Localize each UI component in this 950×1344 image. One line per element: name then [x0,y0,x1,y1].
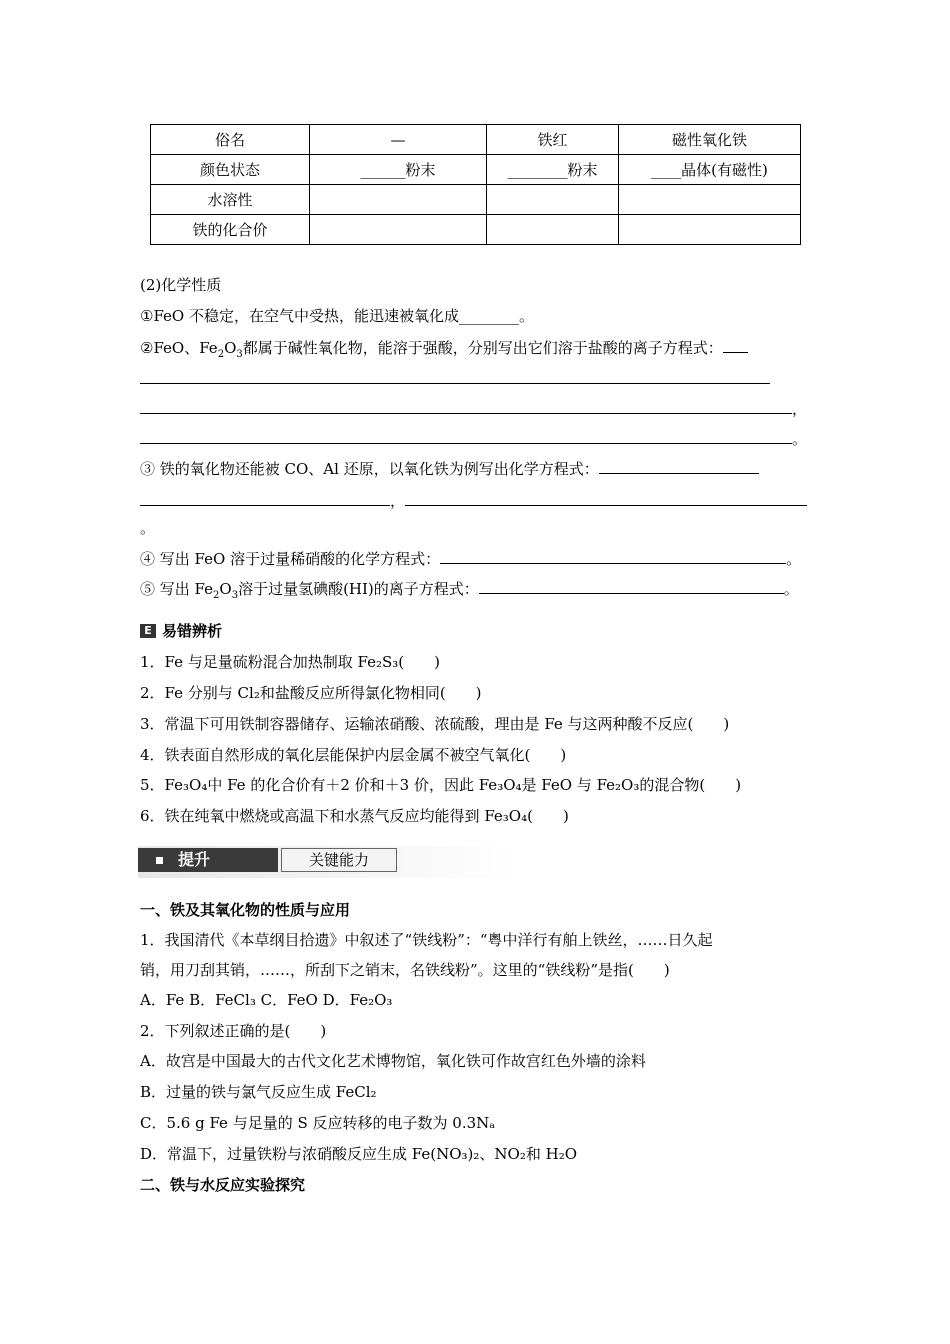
error-analysis-title: 易错辨析 [162,622,223,640]
table-row [151,125,801,155]
feo-cell: — [310,125,487,155]
period: 。 [783,580,799,598]
answer-line [140,428,807,449]
answer-blank[interactable] [440,548,786,564]
list-item: 1．Fe 与足量硫粉混合加热制取 Fe₂S₃( ) [140,653,441,671]
table-row [151,155,801,185]
option-b: B．过量的铁与氯气反应生成 FeCl₂ [140,1083,377,1101]
q5-sub2: 3 [231,590,239,601]
row-label: 俗名 [151,125,310,155]
option-c: C．5.6 g Fe 与足量的 S 反应转移的电子数为 0.3Nₐ [140,1114,496,1132]
banner-title [138,848,278,872]
feo-cell [310,215,487,245]
question-text: 销，用刀刮其销，……，所刮下之销末，名铁线粉”。这里的“铁线粉”是指( ) [140,961,670,979]
list-item: 5．Fe₃O₄中 Fe 的化合价有＋2 价和＋3 价，因此 Fe₃O₄是 FeO 与 Fe₂O₃的混合物( ) [140,776,742,794]
comma: ， [792,400,808,418]
list-item: 3．常温下可用铁制容器储存、运输浓硝酸、浓硫酸，理由是 Fe 与这两种酸不反应( ) [140,715,730,733]
question-acid-dissolution [140,337,748,365]
feo-cell [310,185,487,215]
answer-blank[interactable] [599,458,759,474]
list-item: 4．铁表面自然形成的氧化层能保护内层金属不被空气氧化( ) [140,746,567,764]
q2-sub1: 2 [217,349,225,360]
fe3o4-cell [619,185,801,215]
row-label: 颜色状态 [151,155,310,185]
q5-text-a: ⑤ 写出 Fe [140,580,214,598]
error-analysis-header [140,620,222,641]
q2-sub2: 3 [236,349,243,360]
answer-blank[interactable] [140,490,390,506]
option-d: D．常温下，过量铁粉与浓硝酸反应生成 Fe(NO₃)₂、NO₂和 H₂O [140,1145,578,1163]
answer-line [140,368,770,389]
fe3o4-cell: 磁性氧化铁 [619,125,801,155]
fe2o3-cell: 铁红 [487,125,619,155]
q5-text-b: O [219,580,232,598]
iron-oxide-properties-table [150,124,801,245]
section-title: 一、铁及其氧化物的性质与应用 [140,901,351,919]
row-label: 水溶性 [151,185,310,215]
square-icon [156,857,163,864]
row-label: 铁的化合价 [151,215,310,245]
question-options: A．Fe B．FeCl₃ C．FeO D．Fe₂O₃ [140,991,393,1009]
q5-text-c: 溶于过量氢碘酸(HI)的离子方程式： [238,580,479,598]
feo-cell: ______粉末 [310,155,487,185]
period: 。 [786,550,802,568]
e-tag-icon: E [140,624,156,638]
table-row [151,185,801,215]
answer-blank[interactable] [140,398,792,414]
period: 。 [792,430,808,448]
question-text: 1．我国清代《本草纲目拾遗》中叙述了“铁线粉”：“粤中洋行有舶上铁丝，……日久起 [140,931,713,949]
option-a: A．故宫是中国最大的古代文化艺术博物馆，氧化铁可作故宫红色外墙的涂料 [140,1052,646,1070]
fe2o3-cell: ________粉末 [487,155,619,185]
table-row [151,215,801,245]
fe2o3-cell [487,185,619,215]
banner-dark-label: 提升 [178,850,211,869]
list-item: 6．铁在纯氧中燃烧或高温下和水蒸气反应均能得到 Fe₃O₄( ) [140,807,569,825]
answer-blank[interactable] [405,490,807,506]
answer-blank[interactable] [140,428,792,444]
question-feo-oxidation: ①FeO 不稳定，在空气中受热，能迅速被氧化成________。 [140,307,534,325]
q5-sub1: 2 [213,590,220,601]
answer-line [140,490,807,511]
key-ability-banner [138,846,518,878]
q2-text-c: 都属于碱性氧化物，能溶于强酸，分别写出它们溶于盐酸的离子方程式： [242,339,723,357]
banner-subtitle: 关键能力 [281,848,397,872]
question-reduction [140,458,759,479]
period-line: 。 [140,519,156,537]
question-feo-nitric [140,548,801,569]
fe3o4-cell [619,215,801,245]
fe3o4-cell: ____晶体(有磁性) [619,155,801,185]
chem-heading: (2)化学性质 [140,276,222,294]
q2-text-b: O [224,339,237,357]
q2-text-a: ②FeO、Fe [140,339,218,357]
section-title: 二、铁与水反应实验探究 [140,1176,306,1194]
q4-text: ④ 写出 FeO 溶于过量稀硝酸的化学方程式： [140,550,441,568]
answer-blank[interactable] [479,578,784,594]
answer-line [140,398,807,419]
answer-blank[interactable] [140,368,770,384]
question-text: 2．下列叙述正确的是( ) [140,1022,327,1040]
comma: ， [390,492,406,510]
answer-blank[interactable] [723,337,748,353]
fe2o3-cell [487,215,619,245]
list-item: 2．Fe 分别与 Cl₂和盐酸反应所得氯化物相同( ) [140,684,482,702]
question-fe2o3-hi [140,578,799,606]
q3-text: ③ 铁的氧化物还能被 CO、Al 还原，以氧化铁为例写出化学方程式： [140,460,599,478]
